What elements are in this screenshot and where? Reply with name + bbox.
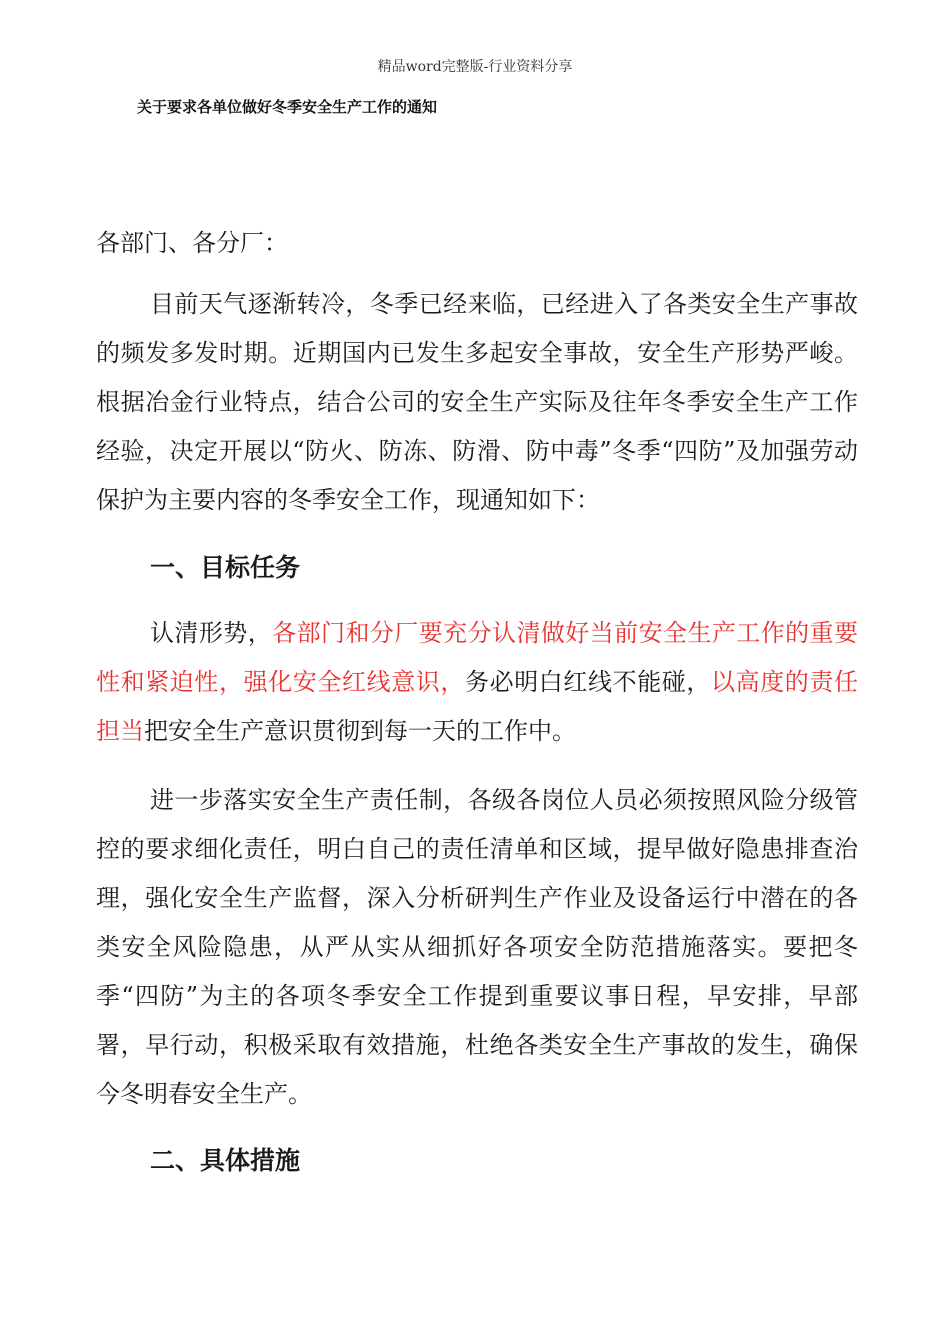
goals-paragraph-2: 进一步落实安全生产责任制，各级各岗位人员必须按照风险分级管控的要求细化责任，明白自己的责任清单和区域，提早做好隐患排查治理，强化安全生产监督，深入分析研判生产作业及设备运行中潜在的各类安全风险隐患，从严从实从细抓好各项安全防范措施落实。要把冬季“四防”为主的各项冬季安全工作提到重要议事日程，早安排，早部署，早行动，积极采取有效措施，杜绝各类安全生产事故的发生，确保今冬明春安全生产。: [96, 786, 858, 1108]
section-heading-measures: 二、具体措施: [150, 1146, 301, 1175]
goals-text-segment: 把安全生产意识贯彻到每一天的工作中。: [144, 717, 576, 745]
goals-text-segment: 务必明白红线不能碰，: [465, 668, 711, 696]
page-header-watermark: 精品word完整版-行业资料分享: [377, 59, 573, 75]
intro-paragraph: 目前天气逐渐转冷，冬季已经来临，已经进入了各类安全生产事故的频发多发时期。近期国内已发生多起安全事故，安全生产形势严峻。根据冶金行业特点，结合公司的安全生产实际及往年冬季安全生产工作经验，决定开展以“防火、防冻、防滑、防中毒”冬季“四防”及加强劳动保护为主要内容的冬季安全工作，现通知如下：: [96, 290, 858, 514]
goals-emphasis-segment: 以高度的责任担当: [96, 668, 858, 745]
greeting-line: 各部门、各分厂：: [96, 229, 288, 257]
section-heading-goals: 一、目标任务: [150, 553, 301, 582]
goals-emphasis-segment: 要充分认清做好当前安全生产工作的重要性和紧迫性，强化安全红线意识，: [96, 619, 859, 696]
goals-text-segment: 认清形势，: [150, 619, 273, 647]
goals-paragraph-1: [96, 609, 858, 756]
goals-emphasis-segment: 各部门和分厂: [272, 619, 419, 647]
document-title: 关于要求各单位做好冬季安全生产工作的通知: [137, 98, 438, 116]
